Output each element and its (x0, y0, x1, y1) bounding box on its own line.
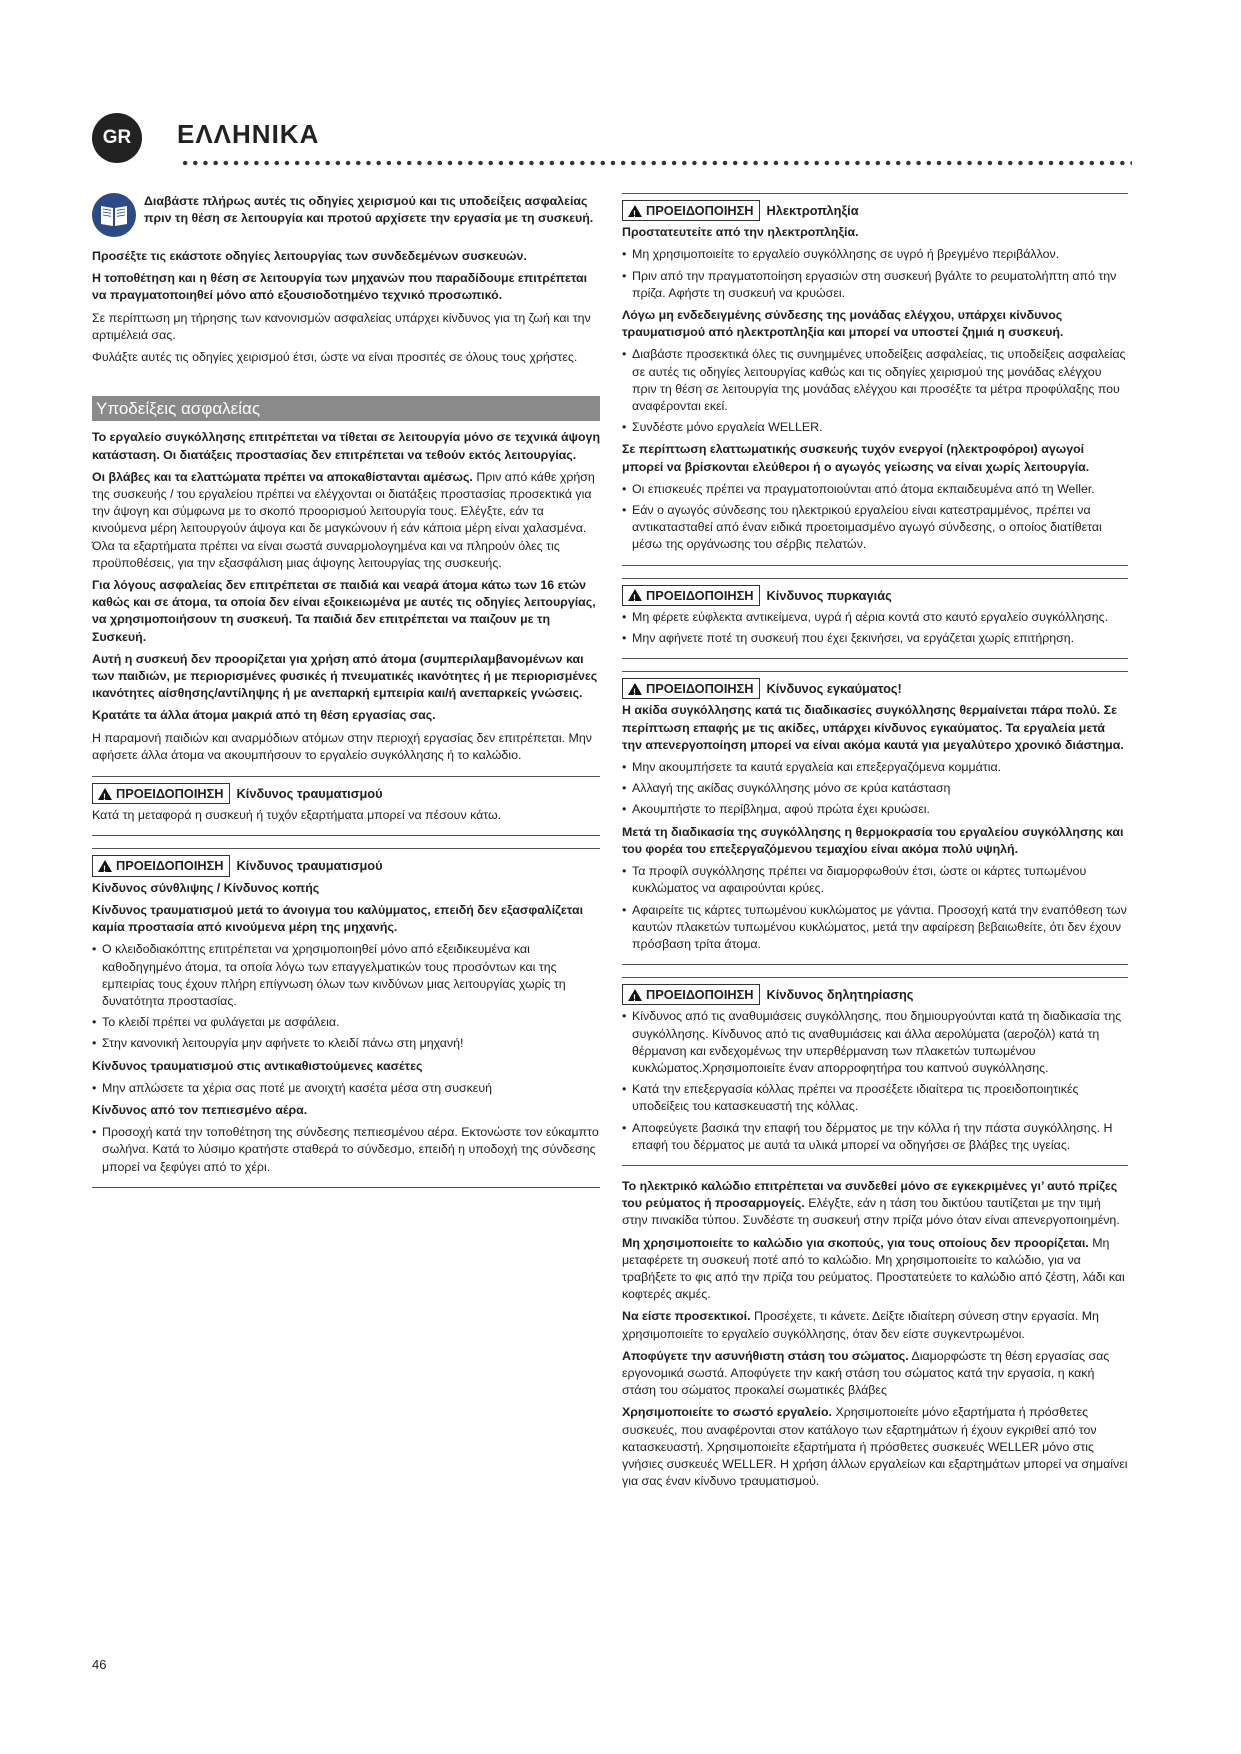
paragraph-lead: Αποφύγετε την ασυνήθιστη στάση του σώματος. (622, 1348, 909, 1363)
list-item: • Συνδέστε μόνο εργαλεία WELLER. (622, 419, 1128, 436)
list-item: • Αφαιρείτε τις κάρτες τυπωμένου κυκλώματος με γάντια. Προσοχή κατά την εναπόθεση των καυτών πλακετών τυπωμένου κυκλώματος, μετά την αφαίρεση βεβαιωθείτε, ότι δεν έχουν πρόσβαση τρίτα άτομα. (622, 902, 1128, 954)
warning-label: ΠΡΟΕΙΔΟΠΟΙΗΣΗ (646, 203, 754, 218)
warning-label: ΠΡΟΕΙΔΟΠΟΙΗΣΗ (646, 681, 754, 697)
list-item: • Μην απλώσετε τα χέρια σας ποτέ με ανοιχτή κασέτα μέσα στη συσκευή (92, 1080, 600, 1097)
intro-block (92, 193, 600, 243)
warning-text: Μετά τη διαδικασία της συγκόλλησης η θερμοκρασία του εργαλείου συγκόλλησης και του φορέα του επεξεργαζόμενου τεμαχίου είναι ακόμα πολύ υψηλή. (622, 824, 1124, 856)
list-item: • Κατά την επεξεργασία κόλλας πρέπει να προσέξετε ιδιαίτερα τις προειδοποιητικές υποδείξεις του κατασκευαστή της κόλλας. (622, 1081, 1128, 1115)
list-item: • Μη χρησιμοποιείτε το εργαλείο συγκόλλησης σε υγρό ή βρεγμένο περιβάλλον. (622, 246, 1128, 263)
list-item: • Προσοχή κατά την τοποθέτηση της σύνδεσης πεπιεσμένου αέρα. Εκτονώστε τον εύκαμπτο σωλήνα. Κατά το λύσιμο κρατήστε σταθερά το σύνδεσμο, επειδή η υποδοχή της σύνδεσης μπορεί να ξεφύγει από το χέρι. (92, 1124, 600, 1176)
warning-text: Η ακίδα συγκόλλησης κατά τις διαδικασίες συγκόλλησης θερμαίνεται πάρα πολύ. Σε περίπτωση επαφής με τις ακίδες, υπάρχει κίνδυνος εγκαύματος. Τα εργαλεία μετά την απενεργοποίηση μπορεί να είναι ακόμα καυτά για μεγαλύτερο χρονικό διάστημα. (622, 703, 1124, 752)
paragraph-lead: Το ηλεκτρικό καλώδιο επιτρέπεται να συνδεθεί μόνο σε εγκεκριμένες γι’ αυτό πρίζες του ρεύματος ή προσαρμογείς. (622, 1178, 1118, 1211)
warning-topic: Κίνδυνος δηλητηρίασης (766, 987, 914, 1003)
warning-triangle-icon (98, 860, 112, 872)
warning-topic: Κίνδυνος πυρκαγιάς (766, 587, 892, 603)
paragraph: Η παραμονή παιδιών και αναρμόδιων ατόμων στην περιοχή εργασίας δεν επιτρέπεται. Μην αφήσετε άλλα άτομα να ακουμπήσουν το εργαλείο συγκόλλησης ή το καλώδιο. (92, 730, 592, 762)
list-item: • Οι επισκευές πρέπει να πραγματοποιούνται από άτομα εκπαιδευμένα από τη Weller. (622, 481, 1128, 498)
language-badge: GR (92, 113, 142, 163)
bullet-list (622, 246, 1128, 302)
warning-text: Κατά τη μεταφορά η συσκευή ή τυχόν εξαρτήματα μπορεί να πέσουν κάτω. (92, 808, 502, 823)
bullet-list (622, 481, 1128, 554)
paragraph-body: Μη μεταφέρετε τη συσκευή ποτέ από το καλώδιο. Μη χρησιμοποιείτε το καλώδιο, για να τραβήξετε το φις από την πρίζα του ρεύματος. Προστατεύετε το καλώδιο από ζέστη, λάδι και κοφτερές ακμές. (622, 1235, 1125, 1302)
bullet-list (92, 941, 600, 1052)
warning-text: Λόγω μη ενδεδειγμένης σύνδεσης της μονάδας ελέγχου, υπάρχει κίνδυνος τραυματισμού από ηλεκτροπληξία και μπορεί να υποστεί ζημιά η συσκευή. (622, 308, 1064, 340)
right-column (622, 193, 1128, 1495)
paragraph: Σε περίπτωση μη τήρησης των κανονισμών ασφαλείας υπάρχει κίνδυνος για τη ζωή και την αρτιμέλειά σας. (92, 310, 591, 342)
manual-book-icon (92, 193, 136, 237)
paragraph-body: Ελέγξτε, εάν η τάση του δικτύου ταυτίζεται με την τιμή στην πινακίδα τύπου. Συνδέστε τη συσκευή στην πρίζα μόνο όταν είναι απενεργοποιημένη. (622, 1196, 1120, 1228)
page-number: 46 (92, 1657, 107, 1672)
warning-triangle-icon (628, 205, 642, 217)
warning-box-burn (622, 671, 1128, 965)
section-title: Υποδείξεις ασφαλείας (92, 396, 600, 421)
warning-text: Σε περίπτωση ελαττωματικής συσκευής τυχόν ενεργοί (ηλεκτροφόροι) αγωγοί μπορεί να βρίσκονται ελεύθεροι ή ο αγωγός γείωσης να είναι χωρίς λειτουργία. (622, 442, 1090, 474)
dotted-divider (180, 160, 1132, 166)
left-column (92, 193, 600, 1200)
paragraph-body: Προσέχετε, τι κάνετε. Δείξτε ιδιαίτερη σύνεση στην εργασία. Μη χρησιμοποιείτε το εργαλείο συγκόλλησης, όταν δεν είστε συγκεντρωμένοι. (622, 1309, 1099, 1341)
warning-label: ΠΡΟΕΙΔΟΠΟΙΗΣΗ (646, 987, 754, 1003)
warning-box-poison (622, 977, 1128, 1166)
list-item: • Διαβάστε προσεκτικά όλες τις συνημμένες υποδείξεις ασφαλείας, τις υποδείξεις ασφαλείας σε αυτές τις οδηγίες λειτουργίας καθώς και τις οδηγίες χειρισμού της μονάδας ελέγχου πριν τη θέση σε λειτουργία της μονάδας ελέγχου και προσέξτε τα μέτρα προφύλαξης που αναφέρονται εκεί. (622, 346, 1128, 415)
paragraph-body: Πριν από κάθε χρήση της συσκευής / του εργαλείου πρέπει να ελέγχονται οι διατάξεις προστασίας προσεκτικά για την άψογη και σύμφωνα με το σκοπό προορισμού λειτουργία τους. Ελέγξτε, εάν τα κινούμενα μέρη λειτουργούν άψογα και δε μαγκώνουν ή εάν κάποια μέρη είναι χαλασμένα. Όλα τα εξαρτήματα πρέπει να είναι σωστά συναρμολογημένα και να πληρούν όλες τις προϋποθέσεις, για την εξασφάλιση μιας άψογης λειτουργίας της συσκευής. (92, 469, 595, 570)
paragraph (622, 1404, 1128, 1490)
bullet-list (92, 1080, 600, 1097)
list-item: • Αποφεύγετε βασικά την επαφή του δέρματος με την κόλλα ή την πάστα συγκόλλησης. Η επαφή του δέρματος με αυτά τα υλικά μπορεί να οδηγήσει σε βλάβες της υγείας. (622, 1120, 1128, 1154)
warning-topic: Ηλεκτροπληξία (766, 203, 859, 218)
warning-box-fire (622, 578, 1128, 660)
bullet-list (622, 1008, 1128, 1154)
warning-triangle-icon (628, 989, 642, 1001)
warning-text: Κίνδυνος τραυματισμού μετά το άνοιγμα του καλύμματος, επειδή δεν εξασφαλίζεται καμία προστασία από κινούμενα μέρη της μηχανής. (92, 902, 584, 935)
paragraph (622, 1235, 1128, 1304)
warning-subtitle: Κίνδυνος σύνθλιψης / Κίνδυνος κοπής (92, 880, 320, 895)
language-title: ΕΛΛΗΝΙΚΑ (177, 119, 320, 149)
paragraph: Αυτή η συσκευή δεν προορίζεται για χρήση από άτομα (συμπεριλαμβανομένων και των παιδιών, με περιορισμένες φυσικές ή πνευματικές ικανότητες ή με περιορισμένες ικανότητες αίσθησης/αντίληψης ή με ανεπαρκή εμπειρία και/ή ανεπαρκείς γνώσεις. (92, 651, 598, 701)
paragraph-lead: Να είστε προσεκτικοί. (622, 1309, 751, 1324)
list-item: • Μη φέρετε εύφλεκτα αντικείμενα, υγρά ή αέρια κοντά στο καυτό εργαλείο συγκόλλησης. (622, 609, 1128, 626)
list-item: • Μην αφήνετε ποτέ τη συσκευή που έχει ξεκινήσει, να εργάζεται χωρίς επιτήρηση. (622, 630, 1128, 647)
list-item: • Ο κλειδοδιακόπτης επιτρέπεται να χρησιμοποιηθεί μόνο από εξειδικευμένα και καθοδηγημένο άτομα, τα οποία λόγω των επαγγελματικών τους προσόντων και της εμπειρίας τους έχουν πλήρη επίγνωση όλων των κινδύνων μιας λειτουργίας χωρίς τη δυνατότητα προστασίας. (92, 941, 600, 1010)
warning-label: ΠΡΟΕΙΔΟΠΟΙΗΣΗ (116, 786, 224, 802)
list-item: • Πριν από την πραγματοποίηση εργασιών στη συσκευή βγάλτε το ρευματολήπτη από την πρίζα. Αφήστε τη συσκευή να κρυώσει. (622, 268, 1128, 302)
bullet-list (622, 759, 1128, 819)
paragraph (92, 469, 600, 572)
warning-triangle-icon (628, 589, 642, 601)
paragraph-lead: Μη χρησιμοποιείτε το καλώδιο για σκοπούς, για τους οποίους δεν προορίζεται. (622, 1235, 1089, 1250)
paragraph-lead: Οι βλάβες και τα ελαττώματα πρέπει να αποκαθίστανται αμέσως. (92, 469, 473, 484)
list-item: • Το κλειδί πρέπει να φυλάγεται με ασφάλεια. (92, 1014, 600, 1031)
paragraph: Για λόγους ασφαλείας δεν επιτρέπεται σε παιδιά και νεαρά άτομα κάτω των 16 ετών καθώς και σε άτομα, τα οποία δεν είναι εξοικειωμένα με αυτές τις οδηγίες λειτουργίας, να χρησιμοποιήσουν τη συσκευή. Τα παιδιά δεν επιτρέπεται να παιζουν με τη Συσκευή. (92, 578, 596, 644)
paragraph: Το εργαλείο συγκόλλησης επιτρέπεται να τίθεται σε λειτουργία μόνο σε τεχνικά άψογη κατάσταση. Οι διατάξεις προστασίας δεν επιτρέπεται να τεθούν εκτός λειτουργίας. (92, 430, 601, 462)
paragraph: Κρατάτε τα άλλα άτομα μακριά από τη θέση εργασίας σας. (92, 708, 436, 723)
list-item: • Κίνδυνος από τις αναθυμιάσεις συγκόλλησης, που δημιουργούνται κατά τη διαδικασία της συγκόλλησης. Κίνδυνος από τις αναθυμιάσεις και άλλα αερολύματα (αεροζόλ) κατά τη θέρμανση και ενδεχομένως την υπερθέρμανση των πλακετών τυπωμένου κυκλώματος.Χρησιμοποιείτε έναν απορροφητήρα του καπνού συγκόλλησης. (622, 1008, 1128, 1077)
bullet-list (622, 609, 1128, 647)
paragraph (622, 1178, 1128, 1230)
warning-box-injury-crush (92, 848, 600, 1187)
warning-box-electric (622, 193, 1128, 566)
warning-text: Κίνδυνος από τον πεπιεσμένο αέρα. (92, 1102, 308, 1117)
list-item: • Αλλαγή της ακίδας συγκόλλησης μόνο σε κρύα κατάσταση (622, 780, 1128, 797)
list-item: • Μην ακουμπήσετε τα καυτά εργαλεία και επεξεργαζόμενα κομμάτια. (622, 759, 1128, 776)
paragraph-lead: Χρησιμοποιείτε το σωστό εργαλείο. (622, 1405, 832, 1420)
bullet-list (622, 863, 1128, 953)
warning-topic: Κίνδυνος τραυματισμού (236, 786, 383, 802)
paragraph (622, 1348, 1128, 1400)
paragraph-body: Χρησιμοποιείτε μόνο εξαρτήματα ή πρόσθετες συσκευές, που αναφέρονται στον κατάλογο των εξαρτημάτων ή έχουν εγκριθεί από τον κατασκευαστή. Χρησιμοποιείτε εξαρτήματα ή πρόσθετες συσκευές WELLER μόνο στις γνήσιες συσκευές WELLER. Η χρήση άλλων εργαλείων και εξαρτημάτων μπορεί να σημαίνει για σας έναν κίνδυνο τραυματισμού. (622, 1405, 1128, 1489)
bullet-list (92, 1124, 600, 1176)
intro-text: Διαβάστε πλήρως αυτές τις οδηγίες χειρισμού και τις υποδείξεις ασφαλείας πριν τη θέση σε λειτουργία και προτού αρχίσετε την εργασία με τη συσκευή. (144, 194, 594, 226)
warning-triangle-icon (98, 788, 112, 800)
warning-text: Κίνδυνος τραυματισμού στις αντικαθιστούμενες κασέτες (92, 1058, 423, 1073)
paragraph: Η τοποθέτηση και η θέση σε λειτουργία των μηχανών που παραδίδουμε επιτρέπεται να πραγματοποιηθεί μόνο από εξουσιοδοτημένο τεχνικό προσωπικό. (92, 271, 588, 303)
list-item: • Ακουμπήστε το περίβλημα, αφού πρώτα έχει κρυώσει. (622, 801, 1128, 818)
warning-triangle-icon (628, 683, 642, 695)
warning-label: ΠΡΟΕΙΔΟΠΟΙΗΣΗ (646, 587, 754, 603)
warning-text: Προστατευτείτε από την ηλεκτροπληξία. (622, 225, 859, 240)
warning-topic: Κίνδυνος τραυματισμού (236, 858, 383, 874)
list-item: • Τα προφίλ συγκόλλησης πρέπει να διαμορφωθούν έτσι, ώστε οι κάρτες τυπωμένου κυκλώματος να αφαιρούνται κρύες. (622, 863, 1128, 897)
list-item: • Εάν ο αγωγός σύνδεσης του ηλεκτρικού εργαλείου είναι κατεστραμμένος, πρέπει να αντικατασταθεί από έναν ειδικά προετοιμασμένο αγωγό σύνδεσης, ο οποίος διατίθεται μέσω της οργάνωσης του σέρβις πελατών. (622, 502, 1128, 554)
paragraph (622, 1308, 1128, 1342)
paragraph: Προσέξτε τις εκάστοτε οδηγίες λειτουργίας των συνδεδεμένων συσκευών. (92, 249, 527, 263)
bullet-list (622, 346, 1128, 436)
warning-label: ΠΡΟΕΙΔΟΠΟΙΗΣΗ (116, 858, 224, 874)
list-item: • Στην κανονική λειτουργία μην αφήνετε το κλειδί πάνω στη μηχανή! (92, 1035, 600, 1052)
paragraph: Φυλάξτε αυτές τις οδηγίες χειρισμού έτσι, ώστε να είναι προσιτές σε όλους τους χρήστες. (92, 350, 578, 365)
warning-topic: Κίνδυνος εγκαύματος! (766, 681, 902, 697)
paragraph-body: Διαμορφώστε τη θέση εργασίας σας εργονομικά σωστά. Αποφύγετε την κακή στάση του σώματος κατά την εργασία, η κακή στάση του σώματος προκαλεί σωματικές βλάβες (622, 1348, 1110, 1398)
warning-box-injury (92, 776, 600, 836)
